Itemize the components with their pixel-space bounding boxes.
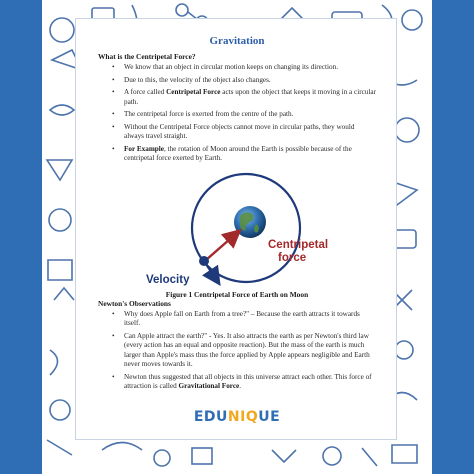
list-item: • Why does Apple fall on Earth from a tree?" – Because the earth attracts it towards itself.: [112, 309, 360, 327]
orbit-diagram: [98, 168, 378, 288]
list-item: • For Example, the rotation of Moon around the Earth is possible because of the centripetal force exerted by Earth.: [112, 144, 352, 162]
worksheet-page: [75, 18, 397, 440]
orbit-figure: [98, 168, 378, 288]
brand-logo: EDUNIQUE: [193, 409, 281, 425]
list-item: • Can Apple attract the earth?" - Yes. It also attracts the earth as per Newton's third law (every action has an equal and opposite reaction). But the mass of the earth is much larger than Apple's mass thus the force applied by Apple appears negligible and Earth never moves towards it.: [112, 331, 370, 368]
velocity-label: Velocity: [146, 273, 190, 286]
list-item: • Without the Centripetal Force objects cannot move in circular paths, they would always travel straight.: [112, 122, 355, 140]
list-item: • Due to this, the velocity of the object also changes.: [112, 75, 271, 84]
centripetal-force-arrow: [206, 232, 238, 260]
bullet-list-centripetal: [98, 63, 376, 164]
section-heading-centripetal: What is the Centripetal Force?: [98, 52, 196, 61]
list-item: • The centripetal force is exerted from the centre of the path.: [112, 110, 294, 118]
figure-caption: Figure 1 Centripetal Force of Earth on Moon: [165, 289, 309, 299]
section-heading-newton: Newton's Observations: [98, 298, 171, 308]
velocity-arrow: [204, 261, 218, 282]
bullet-list-newton: [98, 310, 376, 392]
list-item: • A force called Centripetal Force acts upon the object that keeps it moving in a circular path.: [112, 88, 376, 106]
list-item: • Newton thus suggested that all objects in this universe attract each other. This force of attraction is called Gravitational Force.: [112, 372, 372, 390]
list-item: • We know that an object in circular motion keeps on changing its direction.: [112, 63, 338, 71]
force-label-line2: force: [278, 251, 307, 264]
force-label-line1: Centripetal: [268, 238, 329, 251]
page-title: Gravitation: [209, 35, 265, 47]
